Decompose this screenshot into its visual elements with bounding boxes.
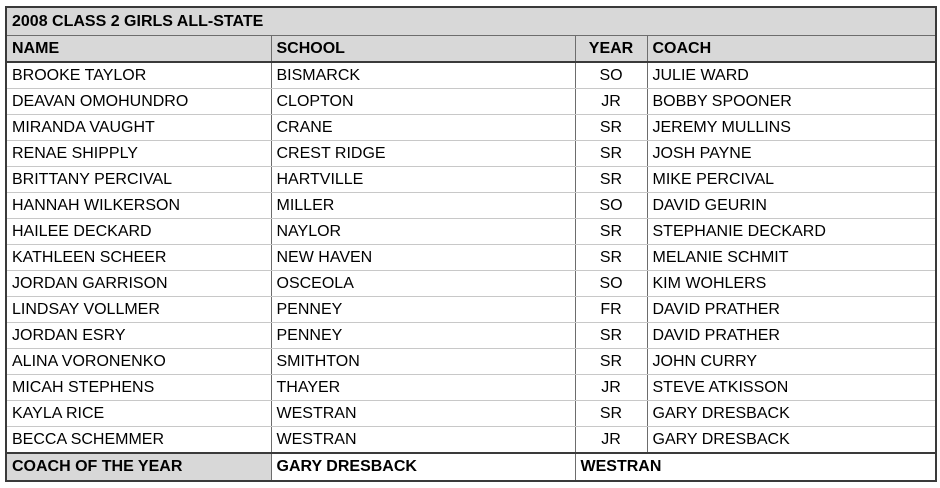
table-row: [6, 193, 936, 219]
table-row: [6, 115, 936, 141]
player-name-cell: RENAE SHIPPLY: [6, 141, 271, 167]
year-cell: SR: [575, 323, 647, 349]
coach-cell: KIM WOHLERS: [647, 271, 936, 297]
coach-cell: MIKE PERCIVAL: [647, 167, 936, 193]
coach-cell: JEREMY MULLINS: [647, 115, 936, 141]
school-cell: CRANE: [271, 115, 575, 141]
coach-cell: GARY DRESBACK: [647, 401, 936, 427]
table-row: [6, 89, 936, 115]
coach-cell: MELANIE SCHMIT: [647, 245, 936, 271]
table-row: [6, 297, 936, 323]
school-cell: PENNEY: [271, 323, 575, 349]
school-cell: THAYER: [271, 375, 575, 401]
year-cell: JR: [575, 427, 647, 454]
all-state-sheet: [5, 6, 935, 482]
year-cell: JR: [575, 89, 647, 115]
year-cell: SR: [575, 219, 647, 245]
table-row: [6, 245, 936, 271]
year-cell: SR: [575, 115, 647, 141]
year-cell: SR: [575, 167, 647, 193]
player-name-cell: KAYLA RICE: [6, 401, 271, 427]
table-row: [6, 349, 936, 375]
player-name-cell: KATHLEEN SCHEER: [6, 245, 271, 271]
player-name-cell: BRITTANY PERCIVAL: [6, 167, 271, 193]
school-cell: PENNEY: [271, 297, 575, 323]
all-state-table: [5, 6, 937, 482]
player-name-cell: BECCA SCHEMMER: [6, 427, 271, 454]
table-body: [6, 7, 936, 481]
player-name-cell: HANNAH WILKERSON: [6, 193, 271, 219]
player-name-cell: MIRANDA VAUGHT: [6, 115, 271, 141]
column-header-school: SCHOOL: [271, 36, 575, 63]
year-cell: SR: [575, 349, 647, 375]
coach-cell: BOBBY SPOONER: [647, 89, 936, 115]
year-cell: JR: [575, 375, 647, 401]
column-header-coach: COACH: [647, 36, 936, 63]
coach-cell: JULIE WARD: [647, 62, 936, 89]
table-row: [6, 167, 936, 193]
year-cell: SO: [575, 62, 647, 89]
coach-cell: DAVID PRATHER: [647, 323, 936, 349]
player-name-cell: ALINA VORONENKO: [6, 349, 271, 375]
player-name-cell: JORDAN ESRY: [6, 323, 271, 349]
column-header-name: NAME: [6, 36, 271, 63]
school-cell: WESTRAN: [271, 401, 575, 427]
coach-cell: STEPHANIE DECKARD: [647, 219, 936, 245]
table-row: [6, 427, 936, 454]
coach-cell: STEVE ATKISSON: [647, 375, 936, 401]
table-row: [6, 323, 936, 349]
player-name-cell: HAILEE DECKARD: [6, 219, 271, 245]
table-title: 2008 CLASS 2 GIRLS ALL-STATE: [6, 7, 936, 36]
year-cell: SO: [575, 271, 647, 297]
school-cell: NEW HAVEN: [271, 245, 575, 271]
player-name-cell: LINDSAY VOLLMER: [6, 297, 271, 323]
coach-of-year-label: COACH OF THE YEAR: [6, 453, 271, 481]
coach-of-year-name: GARY DRESBACK: [271, 453, 575, 481]
school-cell: CLOPTON: [271, 89, 575, 115]
header-row: [6, 36, 936, 63]
column-header-year: YEAR: [575, 36, 647, 63]
coach-cell: JOSH PAYNE: [647, 141, 936, 167]
player-name-cell: MICAH STEPHENS: [6, 375, 271, 401]
coach-cell: DAVID GEURIN: [647, 193, 936, 219]
school-cell: NAYLOR: [271, 219, 575, 245]
year-cell: SR: [575, 245, 647, 271]
school-cell: HARTVILLE: [271, 167, 575, 193]
table-row: [6, 401, 936, 427]
coach-of-year-school: WESTRAN: [575, 453, 936, 481]
year-cell: SR: [575, 141, 647, 167]
table-row: [6, 219, 936, 245]
table-row: [6, 271, 936, 297]
school-cell: SMITHTON: [271, 349, 575, 375]
title-row: [6, 7, 936, 36]
school-cell: BISMARCK: [271, 62, 575, 89]
school-cell: CREST RIDGE: [271, 141, 575, 167]
coach-of-year-row: [6, 453, 936, 481]
table-row: [6, 62, 936, 89]
table-row: [6, 141, 936, 167]
table-row: [6, 375, 936, 401]
coach-cell: GARY DRESBACK: [647, 427, 936, 454]
year-cell: SO: [575, 193, 647, 219]
player-name-cell: JORDAN GARRISON: [6, 271, 271, 297]
year-cell: FR: [575, 297, 647, 323]
coach-cell: DAVID PRATHER: [647, 297, 936, 323]
player-name-cell: BROOKE TAYLOR: [6, 62, 271, 89]
school-cell: OSCEOLA: [271, 271, 575, 297]
school-cell: MILLER: [271, 193, 575, 219]
coach-cell: JOHN CURRY: [647, 349, 936, 375]
school-cell: WESTRAN: [271, 427, 575, 454]
player-name-cell: DEAVAN OMOHUNDRO: [6, 89, 271, 115]
year-cell: SR: [575, 401, 647, 427]
